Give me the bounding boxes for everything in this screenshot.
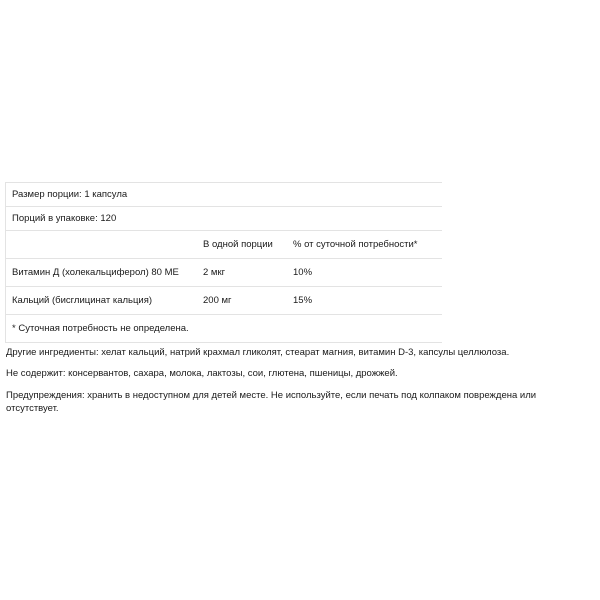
header-per-serving: В одной порции	[203, 239, 273, 250]
header-daily-value: % от суточной потребности*	[293, 239, 418, 250]
nutrient-daily-value: 10%	[293, 267, 313, 278]
serving-size-row	[6, 183, 442, 207]
supplement-facts-panel	[5, 182, 442, 343]
nutrient-name: Кальций (бисглицинат кальция)	[12, 295, 153, 306]
nutrient-amount: 200 мг	[203, 295, 232, 306]
warnings: Предупреждения: хранить в недоступном для детей месте. Не используйте, если печать под колпаком повреждена или отсутствует.	[6, 390, 537, 414]
footnote-row	[6, 315, 442, 343]
other-ingredients: Другие ингредиенты: хелат кальций, натрий крахмал гликолят, стеарат магния, витамин D-3, капсулы целлюлоза.	[6, 347, 510, 358]
daily-value-footnote: * Суточная потребность не определена.	[12, 323, 189, 334]
nutrient-amount: 2 мкг	[203, 267, 226, 278]
does-not-contain: Не содержит: консервантов, сахара, молока, лактозы, сои, глютена, пшеницы, дрожжей.	[6, 368, 398, 379]
nutrient-daily-value: 15%	[293, 295, 313, 306]
table-header-row	[6, 231, 442, 259]
table-row	[6, 287, 442, 315]
servings-per-container: Порций в упаковке: 120	[12, 213, 117, 224]
serving-size: Размер порции: 1 капсула	[12, 189, 128, 200]
servings-per-container-row	[6, 207, 442, 231]
nutrient-name: Витамин Д (холекальциферол) 80 МЕ	[12, 267, 179, 278]
table-row	[6, 259, 442, 287]
